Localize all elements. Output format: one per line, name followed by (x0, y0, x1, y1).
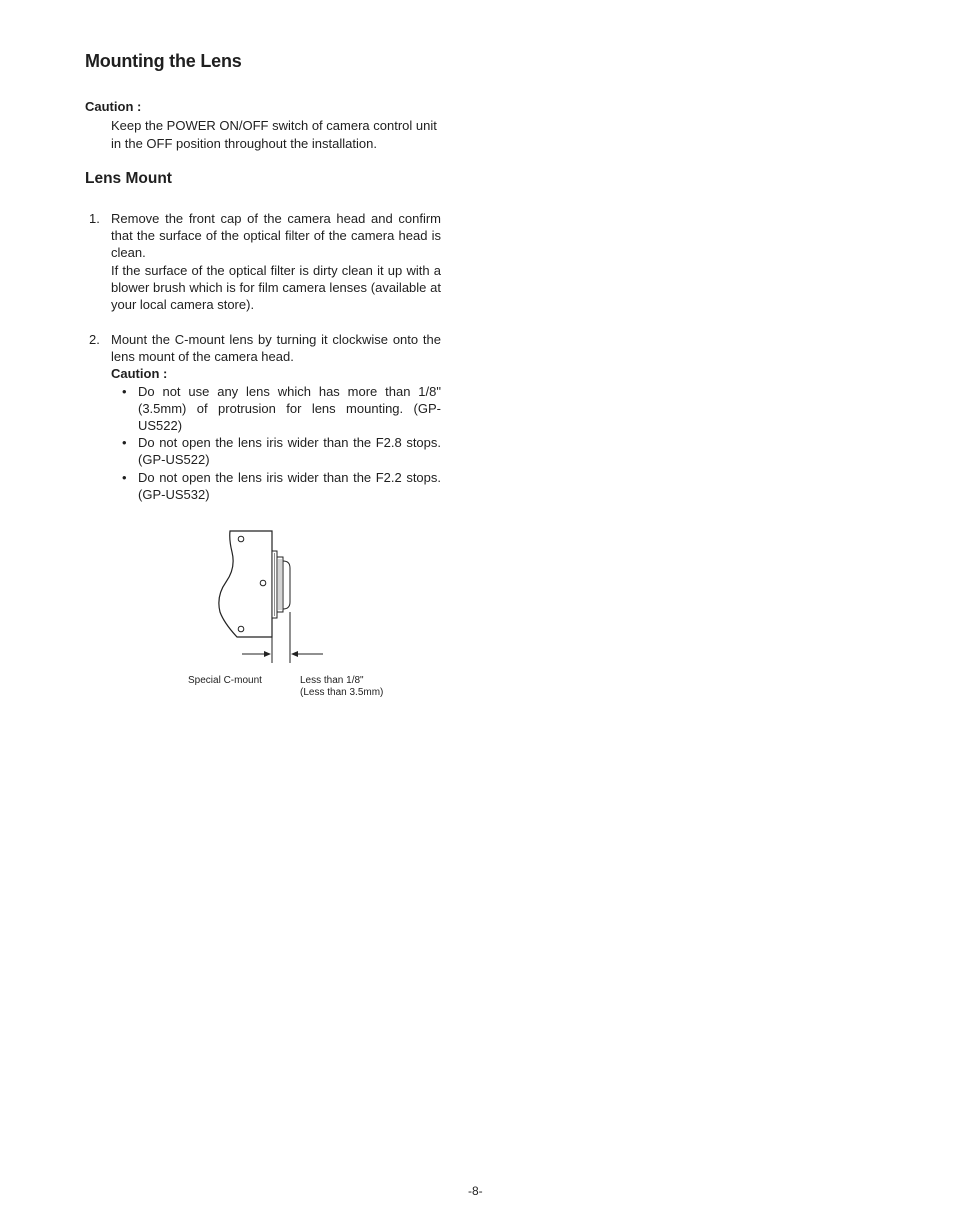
step-paragraph: Remove the front cap of the camera head and confirm that the surface of the optical filter of the camera head is clean. (111, 211, 441, 261)
step-number: 2. (89, 332, 100, 347)
step-caution-label: Caution : (111, 366, 168, 382)
bullet-text: Do not open the lens iris wider than the F2.8 stops. (GP-US522) (138, 435, 441, 468)
step-paragraph: Mount the C-mount lens by turning it clockwise onto the lens mount of the camera head. (111, 332, 441, 365)
caution-bullet (111, 469, 441, 503)
step-2 (85, 331, 441, 503)
protrusion-limit-mm: (Less than 3.5mm) (300, 687, 384, 698)
caution-text: Keep the POWER ON/OFF switch of camera control unit in the OFF position throughout the installation. (111, 118, 437, 151)
lens-mount-heading: Lens Mount (85, 170, 172, 187)
screw-hole-middle (260, 580, 266, 586)
c-mount-drawing (180, 520, 420, 670)
lens-cap-edge (283, 561, 290, 609)
arrow-right-head (264, 651, 271, 657)
step-body (111, 331, 441, 503)
special-c-mount-label: Special C-mount (188, 675, 262, 686)
bullet-text: Do not open the lens iris wider than the F2.2 stops. (GP-US532) (138, 469, 441, 502)
bullet-text: Do not use any lens which has more than 1/8" (3.5mm) of protrusion for lens mounting. (GP-US522) (138, 383, 441, 434)
caution-bullet (111, 383, 441, 435)
caution-label: Caution : (85, 99, 142, 114)
lens-protrusion (277, 557, 283, 612)
step-body (111, 210, 441, 313)
caution-bullet-list (111, 383, 441, 503)
screw-hole-bottom (238, 626, 244, 632)
step-number: 1. (89, 211, 100, 226)
page-number: -8- (468, 1184, 483, 1198)
caution-bullet (111, 434, 441, 468)
screw-hole-top (238, 536, 244, 542)
bullet-icon: • (122, 435, 127, 451)
protrusion-limit-label (300, 675, 383, 699)
c-mount-diagram (180, 520, 420, 710)
step-1 (85, 210, 441, 313)
camera-head-outline (219, 531, 272, 637)
bullet-icon: • (122, 469, 127, 485)
bullet-icon: • (122, 383, 127, 399)
arrow-left-head (291, 651, 298, 657)
protrusion-limit-inch: Less than 1/8" (300, 675, 364, 686)
page-title: Mounting the Lens (85, 51, 242, 71)
step-paragraph: If the surface of the optical filter is dirty clean it up with a blower brush which is for film camera lenses (available at your local camera store). (111, 262, 441, 313)
